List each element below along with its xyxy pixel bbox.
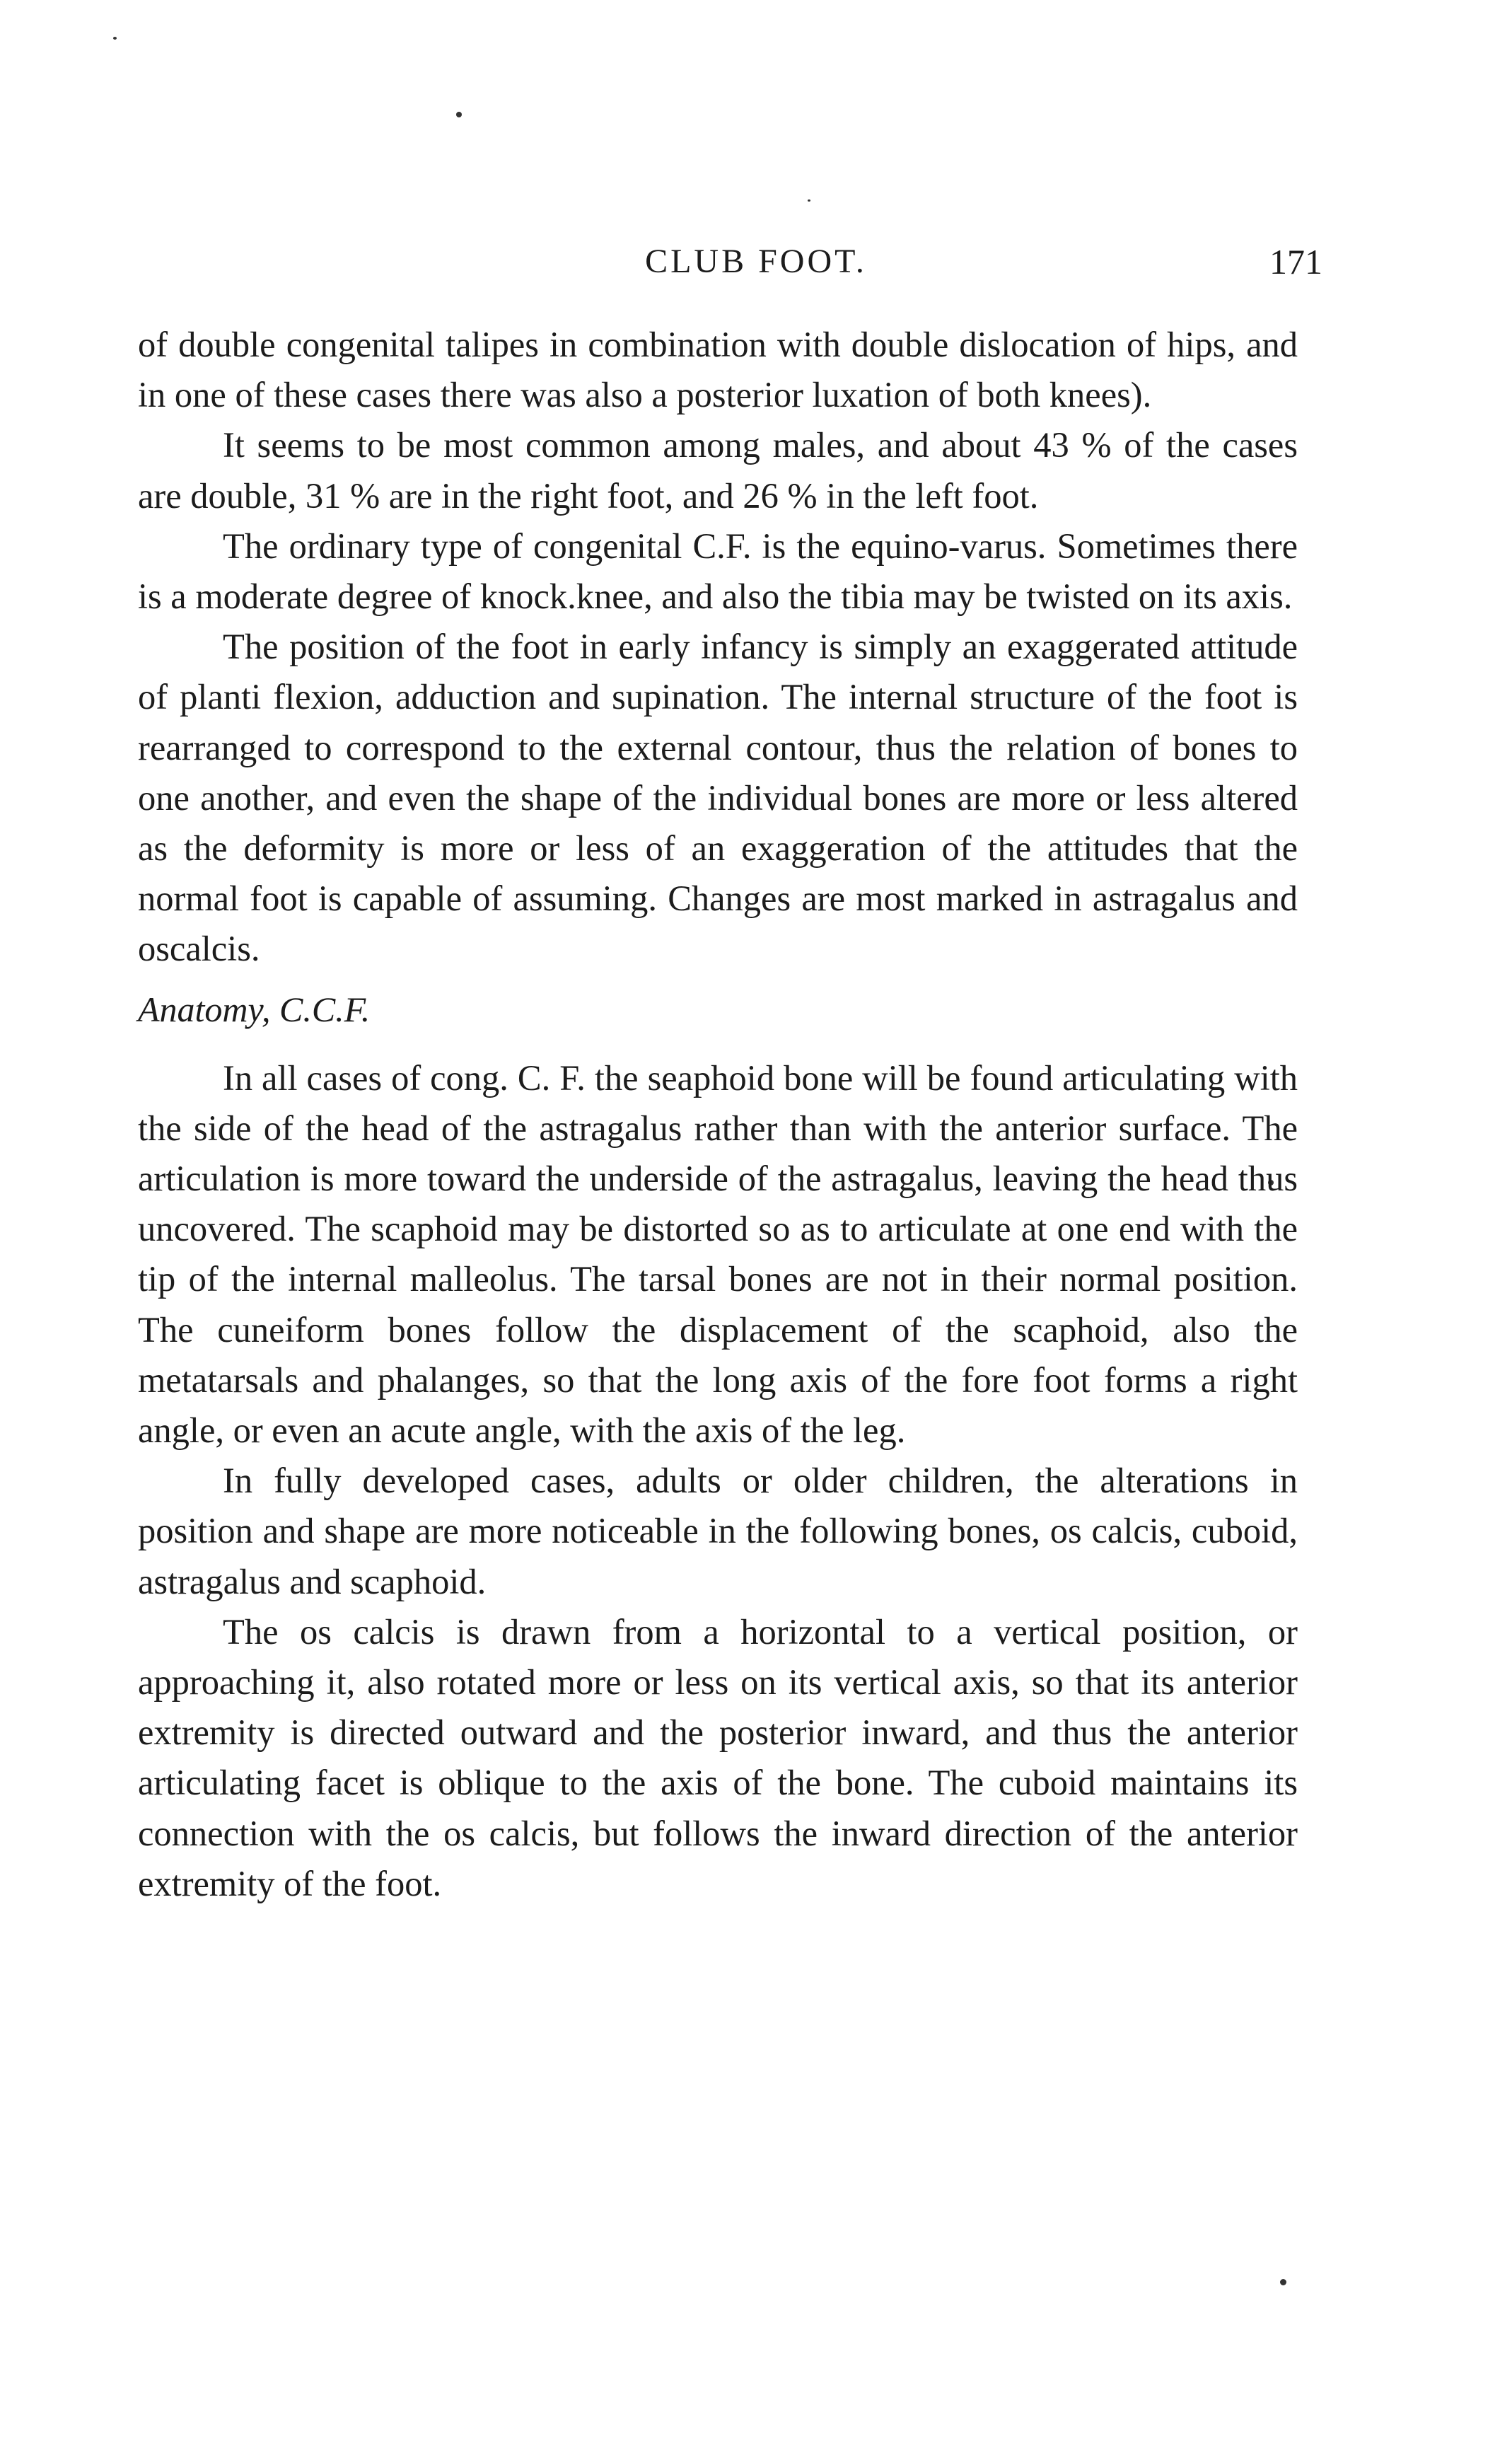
running-head (0, 233, 1512, 290)
print-speck (456, 112, 462, 117)
paragraph: It seems to be most common among males, and about 43 % of the cases are double, 31 % are in the right foot, and 26 % in the left foot. (138, 425, 1298, 516)
section-subheading: Anatomy, C.C.F. (138, 989, 371, 1029)
paragraph: The os calcis is drawn from a horizontal to a vertical position, or approaching it, also rotated more or less on its vertical axis, so that its anterior extremity is directed outward and the posterior inward, and thus the anterior articulating facet is oblique to the axis of the bone. The cuboid maintains its connection with the os calcis, but follows the inward direction of the anterior extremity of the foot. (138, 1611, 1298, 1903)
paragraph: The ordinary type of congenital C.F. is the equino-varus. Sometimes there is a moderate degree of knock.knee, and also the tibia may be twisted on its axis. (138, 526, 1298, 617)
page-number: 171 (1269, 242, 1322, 282)
print-speck (113, 37, 117, 40)
paragraph: of double congenital talipes in combination with double dislocation of hips, and in one of these cases there was also a posterior luxation of both knees). (138, 325, 1298, 415)
body-text (138, 320, 1298, 1909)
paragraph: In fully developed cases, adults or older children, the alterations in position and shape are more noticeable in the following bones, os calcis, cuboid, astragalus and scaphoid. (138, 1461, 1298, 1601)
running-title: CLUB FOOT. (645, 243, 867, 280)
paragraph: In all cases of cong. C. F. the seaphoid bone will be found articulating with the side of the head of the astragalus rather than with the anterior surface. The articulation is more toward the underside of the astragalus, leaving the head thus uncovered. The scaphoid may be distorted so as to articulate at one end with the tip of the internal malleolus. The tarsal bones are not in their normal position. The cuneiform bones follow the displacement of the scaphoid, also the metatarsals and phalanges, so that the long axis of the fore foot forms a right angle, or even an acute angle, with the axis of the leg. (138, 1057, 1298, 1451)
print-speck (808, 199, 810, 202)
paragraph: The position of the foot in early infancy is simply an exaggerated attitude of planti flexion, adduction and supination. The internal structure of the foot is rearranged to correspond to the external contour, thus the relation of bones to one another, and even the shape of the individual bones are more or less altered as the deformity is more or less of an exaggeration of the attitudes that the normal foot is capable of assuming. Changes are most marked in astragalus and oscalcis. (138, 627, 1298, 969)
print-speck (1280, 2279, 1286, 2285)
